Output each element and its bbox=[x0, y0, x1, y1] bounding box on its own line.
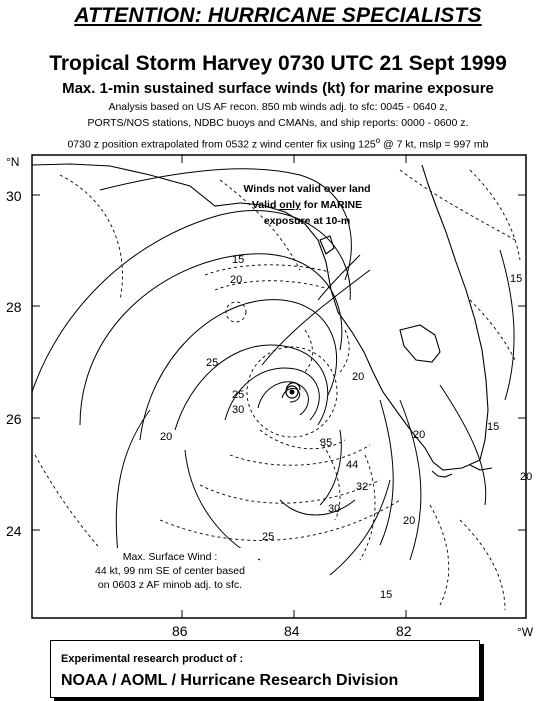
analysis-note-3-a: 0730 z position extrapolated from 0532 z wind center fix using 125 bbox=[67, 138, 376, 151]
analysis-note-1: Analysis based on US AF recon. 850 mb winds adj. to sfc: 0045 - 0640 z, bbox=[108, 101, 448, 113]
contour-label: 15 bbox=[232, 254, 245, 266]
lat-label-30: 30 bbox=[6, 188, 22, 204]
lat-label-26: 26 bbox=[6, 411, 22, 427]
storm-center-icon bbox=[286, 383, 300, 398]
contour-label-max: 44 bbox=[346, 459, 359, 471]
attention-banner: ATTENTION: HURRICANE SPECIALISTS bbox=[74, 4, 482, 27]
max-wind-line3: on 0603 z AF minob adj. to sfc. bbox=[97, 579, 243, 591]
contour-label: 20 bbox=[520, 471, 533, 483]
land-note-marine: for MARINE bbox=[300, 199, 363, 211]
footer-line2: NOAA / AOML / Hurricane Research Division bbox=[61, 672, 399, 689]
lon-label-82: 82 bbox=[396, 623, 412, 639]
contour-label: 30 bbox=[328, 503, 341, 515]
max-wind-note bbox=[82, 548, 258, 591]
analysis-note-3-b: @ 7 kt, mslp = 997 mb bbox=[380, 138, 489, 151]
degree-sup: o bbox=[375, 136, 381, 145]
contour-label: 15 bbox=[487, 421, 500, 433]
land-note-only: only bbox=[279, 199, 301, 211]
land-note-line3: exposure at 10-m bbox=[263, 215, 351, 227]
analysis-note-2: PORTS/NOS stations, NDBC buoys and CMANs, and ship reports: 0000 - 0600 z. bbox=[87, 117, 469, 129]
contour-label: 25 bbox=[232, 389, 245, 401]
land-note-valid: Valid bbox=[251, 199, 280, 211]
contour-label: 20 bbox=[352, 371, 365, 383]
contour-label: 25 bbox=[262, 531, 275, 543]
contour-label: 20 bbox=[403, 515, 416, 527]
footer-credit-box bbox=[50, 640, 480, 698]
lon-label-84: 84 bbox=[284, 623, 300, 639]
contour-label: 30 bbox=[232, 404, 245, 416]
chart-title: Tropical Storm Harvey 0730 UTC 21 Sept 1999 bbox=[49, 52, 507, 75]
land-note-line1: Winds not valid over land bbox=[243, 183, 371, 195]
max-wind-line1: Max. Surface Wind : bbox=[122, 551, 218, 563]
lon-unit: °W bbox=[517, 625, 534, 639]
land-note bbox=[243, 183, 370, 227]
contour-label: 20 bbox=[413, 429, 426, 441]
chart-subtitle: Max. 1-min sustained surface winds (kt) for marine exposure bbox=[62, 80, 494, 97]
lat-label-24: 24 bbox=[6, 523, 22, 539]
contour-label: 35 bbox=[320, 437, 333, 449]
max-wind-line2: 44 kt, 99 nm SE of center based bbox=[94, 565, 246, 577]
contour-label: 20 bbox=[230, 274, 243, 286]
contour-label: 15 bbox=[380, 589, 393, 601]
lat-label-28: 28 bbox=[6, 299, 22, 315]
lon-label-86: 86 bbox=[172, 623, 188, 639]
contour-label: 20 bbox=[160, 431, 173, 443]
land-note-line2 bbox=[252, 199, 362, 211]
contour-label: 15 bbox=[510, 273, 523, 285]
contour-label: 25 bbox=[206, 357, 219, 369]
contour-label: 32 bbox=[356, 481, 369, 493]
footer-line1: Experimental research product of : bbox=[61, 653, 244, 665]
lat-unit: °N bbox=[6, 155, 20, 169]
